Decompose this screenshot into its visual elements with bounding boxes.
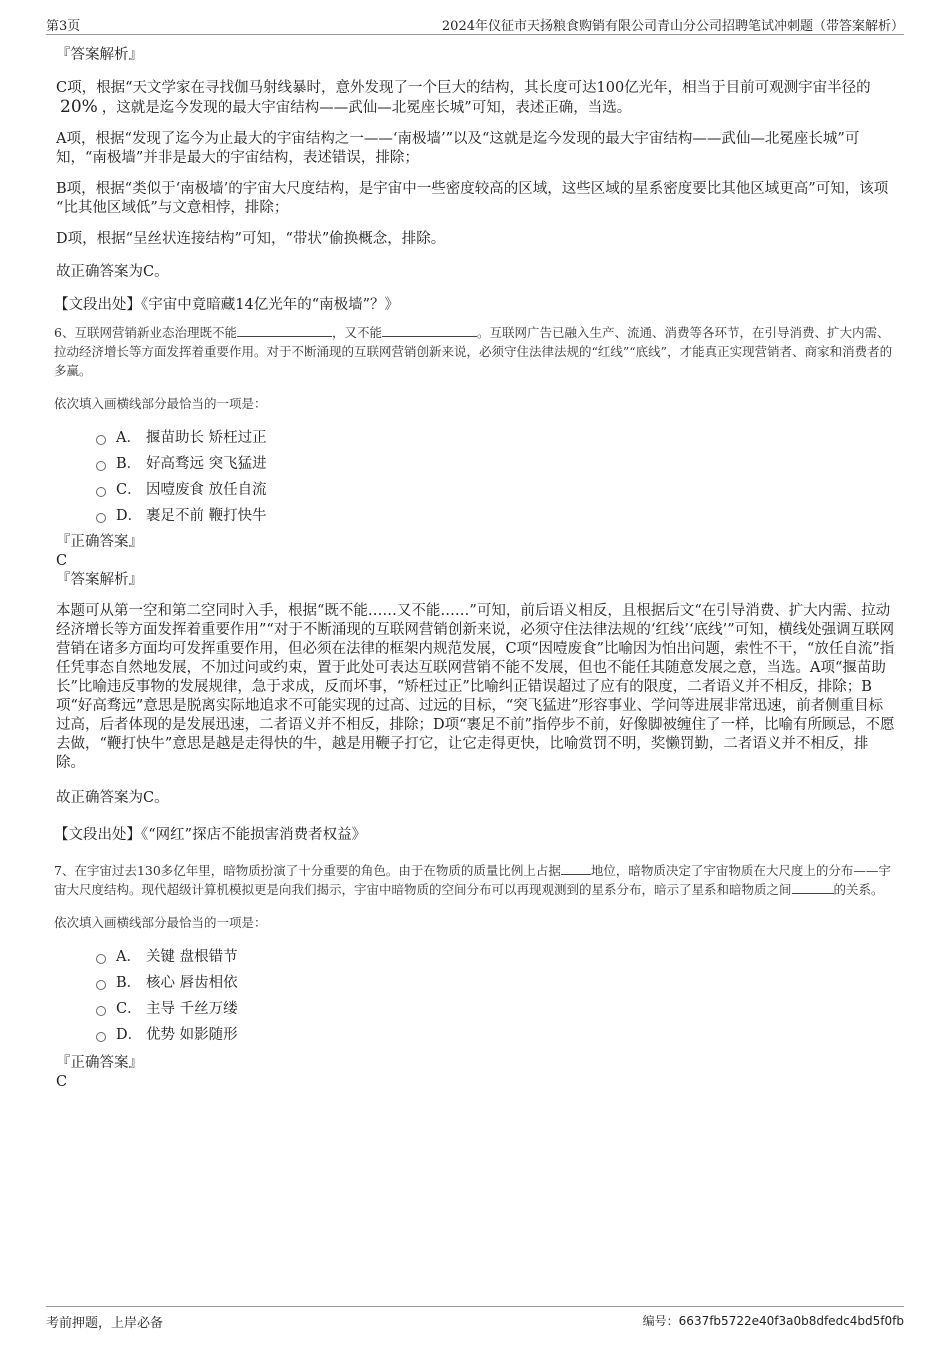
q7-stem-part3: 的关系。 xyxy=(833,882,884,897)
main-content xyxy=(56,46,896,1092)
q7-answer: C xyxy=(56,1074,68,1090)
q5-source: 【文段出处】《宇宙中竟暗藏14亿光年的“南极墙”？》 xyxy=(54,297,400,313)
page-footer xyxy=(46,1306,904,1329)
q6-stem-part1: 6、互联网营销新业态治理既不能 xyxy=(54,325,237,340)
q7-option-c[interactable]: C． 主导 千丝万缕 xyxy=(96,996,896,1022)
radio-icon[interactable] xyxy=(96,1032,106,1042)
q5-analysis-c xyxy=(56,79,896,118)
radio-icon[interactable] xyxy=(96,435,106,445)
page-header xyxy=(46,12,904,35)
q5-analysis-b: B项，根据“类似于‘南极墙’的宇宙大尺度结构，是宇宙中一些密度较高的区域，这些区域的星系密度要比其他区域更高”可知，该项 “比其他区域低”与文意相悖，排除； xyxy=(56,181,889,216)
q7-stem xyxy=(54,861,896,899)
document-title: 2024年仪征市天扬粮食购销有限公司青山分公司招聘笔试冲刺题（带答案解析） xyxy=(441,19,904,34)
q5-c-pre: C项，根据“天文学家在寻找伽马射线暴时，意外发现了一个巨大的结构，其长度可达100亿光年，相当于目前可观测宇宙半径的 xyxy=(56,80,871,96)
q6-option-d[interactable]: D． 裹足不前 鞭打快牛 xyxy=(96,503,896,529)
footer-code: 编号：6637fb5722e40f3a0b8dfedc4bd5f0fb xyxy=(642,1314,904,1328)
q6-blank-1 xyxy=(237,324,332,337)
footer-slogan: 考前押题，上岸必备 xyxy=(46,1316,164,1331)
q6-stem-part2: ，又不能 xyxy=(331,325,382,340)
q7-blank-1 xyxy=(561,862,591,875)
q6-stem-part3: 。互联网广告已融入生产、流通、消费等各环节，在引导消费、扩大内需、拉动经济增长等方面发挥着重要作用。对于不断涌现的互联网营销创新来说，必须守住法律法规的“红线”“底线”，才能真正实现营销者、商家和消费者的多赢。 xyxy=(54,325,893,378)
q7-prompt: 依次填入画横线部分最恰当的一项是： xyxy=(54,915,267,930)
q6-options xyxy=(96,425,896,529)
q5-final-answer: 故正确答案为C。 xyxy=(56,264,169,280)
q5-c-post: ，这就是迄今发现的最大宇宙结构——武仙—北冕座长城”可知，表述正确，当选。 xyxy=(101,100,632,116)
q6-option-a[interactable]: A． 揠苗助长 矫枉过正 xyxy=(96,425,896,451)
q6-final-answer: 故正确答案为C。 xyxy=(56,790,169,806)
q6-analysis: 本题可从第一空和第二空同时入手，根据“既不能……又不能……”可知，前后语义相反，且根据后文“在引导消费、扩大内需、拉动经济增长等方面发挥着重要作用”“对于不断涌现的互联网营销创新来说，必须守住法律法规的‘红线’‘底线’”可知，横线处强调互联网营销在诸多方面均可发挥重要作用，但必须在法律的框架内规范发展，C项“因噎废食”比喻因为怕出问题，索性不干，“放任自流”指任凭事态自然地发展，不加过问或约束，置于此处可表达互联网营销不能不发展，但也不能任其随意发展之意，当选。A项“揠苗助长”比喻违反事物的发展规律，急于求成，反而坏事，“矫枉过正”比喻纠正错误超过了应有的限度，二者语义并不相反，排除；B项“好高骛远”意思是脱离实际地追求不可能实现的过高、过远的目标，“突飞猛进”形容事业、学问等进展非常迅速，前者侧重目标过高，后者体现的是发展迅速，二者语义并不相反，排除；D项“裹足不前”指停步不前，好像脚被缠住了一样，比喻有所顾忌，不愿去做，“鞭打快牛”意思是越是走得快的牛，越是用鞭子打它，让它走得更快，比喻赏罚不明，奖懒罚勤，二者语义并不相反，排除。 xyxy=(56,603,895,771)
radio-icon[interactable] xyxy=(96,461,106,471)
q5-analysis-a: A项，根据“发现了迄今为止最大的宇宙结构之一——‘南极墙’”以及“这就是迄今发现的最大宇宙结构——武仙—北冕座长城”可知，“南极墙”并非是最大的宇宙结构，表述错误，排除； xyxy=(56,131,860,166)
q6-stem xyxy=(54,323,896,380)
q5-c-percent: 20% xyxy=(60,97,98,117)
q7-blank-2 xyxy=(792,881,834,894)
q7-stem-part1: 7、在宇宙过去130多亿年里，暗物质扮演了十分重要的角色。由于在物质的质量比例上占据 xyxy=(54,863,561,878)
radio-icon[interactable] xyxy=(96,980,106,990)
q7-options xyxy=(96,944,896,1048)
q7-answer-title: 『正确答案』 xyxy=(56,1055,143,1071)
q6-source: 【文段出处】《“网红”探店不能损害消费者权益》 xyxy=(54,827,367,843)
q5-analysis-title: 『答案解析』 xyxy=(56,47,143,63)
page-number: 第3页 xyxy=(46,19,81,34)
q7-stem-part2: 地位，暗物质决定了宇宙物质在大尺度上的分布——宇宙大尺度结构。现代超级计算机模拟更是向我们揭示，宇宙中暗物质的空间分布可以再现观测到的星系分布，暗示了星系和暗物质之间 xyxy=(54,863,891,897)
radio-icon[interactable] xyxy=(96,954,106,964)
q6-option-b[interactable]: B． 好高骛远 突飞猛进 xyxy=(96,451,896,477)
q7-option-b[interactable]: B． 核心 唇齿相依 xyxy=(96,970,896,996)
q6-answer-title: 『正确答案』 xyxy=(56,534,143,550)
q7-option-d[interactable]: D． 优势 如影随形 xyxy=(96,1022,896,1048)
q5-analysis-d: D项，根据“呈丝状连接结构”可知，“带状”偷换概念，排除。 xyxy=(56,231,446,247)
q6-option-c[interactable]: C． 因噎废食 放任自流 xyxy=(96,477,896,503)
q6-analysis-title: 『答案解析』 xyxy=(56,572,143,588)
radio-icon[interactable] xyxy=(96,513,106,523)
q6-blank-2 xyxy=(382,324,477,337)
radio-icon[interactable] xyxy=(96,1006,106,1016)
q6-answer: C xyxy=(56,553,68,569)
q7-option-a[interactable]: A． 关键 盘根错节 xyxy=(96,944,896,970)
q6-prompt: 依次填入画横线部分最恰当的一项是： xyxy=(54,396,267,411)
radio-icon[interactable] xyxy=(96,487,106,497)
